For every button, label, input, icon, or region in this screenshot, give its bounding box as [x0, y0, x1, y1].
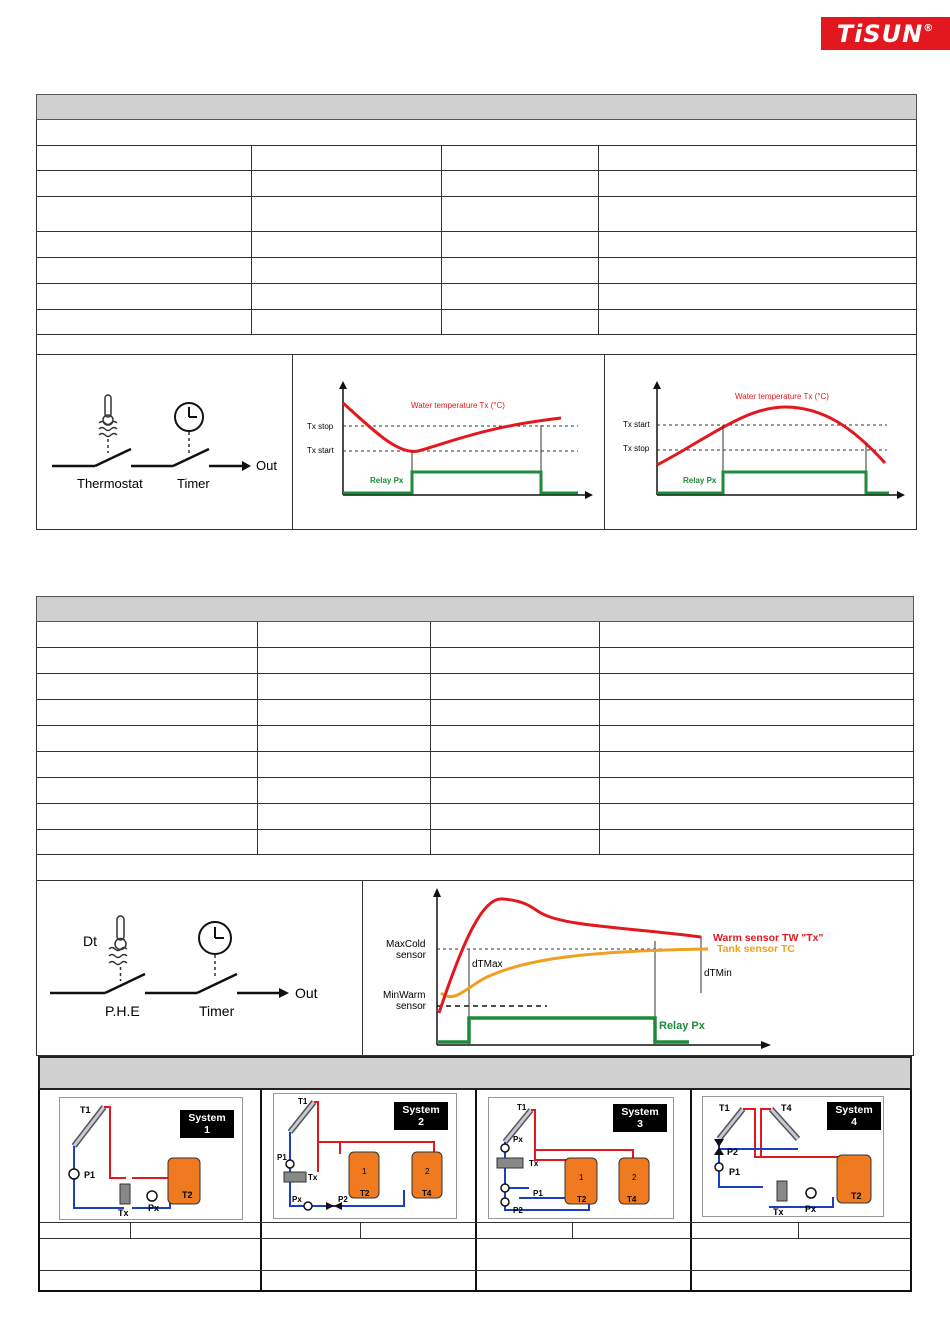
series-label: Water temperature Tx (°C) [411, 401, 505, 410]
tisun-logo [821, 17, 950, 50]
water-temp-curve [657, 407, 885, 465]
phe-label: P.H.E [105, 1003, 140, 1019]
table-row [37, 725, 913, 726]
system-number: 3 [637, 1118, 643, 1130]
thermostat-icon [109, 916, 127, 981]
table-row [37, 647, 913, 648]
section2-table [36, 622, 914, 855]
section1-title-row [36, 120, 917, 146]
timer-label: Timer [177, 476, 210, 491]
label-p1: P1 [277, 1153, 287, 1162]
thermostat-label: Thermostat [77, 476, 143, 491]
section1-chart-right-panel [604, 354, 917, 530]
section2-header-bar [36, 596, 914, 622]
maxcold-label: MaxCold [386, 939, 426, 950]
section2-switch-panel [36, 880, 363, 1056]
clock-icon [199, 922, 231, 979]
system-1-diagram [59, 1097, 243, 1220]
label-px: Px [513, 1135, 523, 1144]
series-label: Water temperature Tx (°C) [735, 392, 829, 401]
system-2-diagram [273, 1093, 457, 1219]
minwarm-label: MinWarm [383, 990, 426, 1001]
tank-number-2: 2 [425, 1167, 430, 1176]
out-label: Out [256, 458, 277, 473]
dtmax-label: dTMax [472, 959, 503, 970]
system-title: System [835, 1104, 873, 1116]
table-row [37, 803, 913, 804]
table-row [37, 777, 913, 778]
table-row [37, 309, 916, 310]
label-t1: T1 [298, 1097, 308, 1106]
relay-label: Relay Px [659, 1020, 705, 1032]
label-t4: T4 [422, 1189, 432, 1198]
system-3-diagram [488, 1097, 674, 1219]
level-top-label: Tx stop [307, 422, 334, 431]
section1-header-bar [36, 94, 917, 120]
system-number: 4 [851, 1116, 857, 1128]
system-number: 2 [418, 1116, 424, 1128]
tank-number-1: 1 [362, 1167, 367, 1176]
section1-chart-left-panel [292, 354, 605, 530]
relay-label: Relay Px [370, 476, 404, 485]
label-t2: T2 [851, 1191, 862, 1201]
label-px: Px [148, 1203, 160, 1213]
label-px: Px [805, 1204, 817, 1214]
section1-note-row [36, 335, 917, 355]
label-t1: T1 [719, 1103, 730, 1113]
minwarm-sensor-label: sensor [396, 1001, 427, 1012]
table-row [37, 829, 913, 830]
dt-label: Dt [83, 933, 97, 949]
system-4-diagram [702, 1096, 884, 1217]
label-p2: P2 [338, 1195, 348, 1204]
thermostat-icon [99, 395, 117, 453]
level-top-label: Tx start [623, 420, 650, 429]
label-tx: Tx [773, 1207, 784, 1217]
switch-line [52, 449, 251, 471]
system-number: 1 [204, 1124, 210, 1136]
label-t2: T2 [360, 1189, 370, 1198]
label-p1: P1 [533, 1189, 543, 1198]
clock-icon [175, 403, 203, 453]
systems-header-bar [38, 1056, 912, 1090]
label-p2: P2 [727, 1147, 739, 1157]
label-t2: T2 [577, 1195, 587, 1204]
table-row [37, 751, 913, 752]
maxcold-sensor-label: sensor [396, 950, 427, 961]
system-title: System [621, 1106, 659, 1118]
table-row [37, 283, 916, 284]
tank-sensor-curve [441, 949, 708, 997]
label-p2: P2 [513, 1206, 523, 1215]
warm-sensor-label: Warm sensor TW "Tx" [713, 932, 824, 944]
section2-note-row [36, 855, 914, 881]
section2-chart-panel [362, 880, 914, 1056]
level-bottom-label: Tx start [307, 446, 334, 455]
section1-switch-panel [36, 354, 293, 530]
label-t1: T1 [80, 1105, 91, 1115]
tank-number-2: 2 [632, 1173, 637, 1182]
label-t4: T4 [781, 1103, 792, 1113]
level-bottom-label: Tx stop [623, 444, 650, 453]
out-label: Out [295, 985, 318, 1001]
label-tx: Tx [308, 1173, 318, 1182]
label-t4: T4 [627, 1195, 637, 1204]
label-t2: T2 [182, 1190, 193, 1200]
table-row [37, 170, 916, 171]
label-tx: Tx [118, 1208, 129, 1218]
table-row [37, 257, 916, 258]
logo-mark: ® [923, 23, 935, 34]
section1-table [36, 146, 917, 335]
label-tx: Tx [529, 1159, 539, 1168]
switch-line [50, 974, 289, 998]
label-p1: P1 [729, 1167, 741, 1177]
label-t1: T1 [517, 1103, 527, 1112]
tank-sensor-label: Tank sensor TC [717, 943, 795, 955]
table-row [37, 673, 913, 674]
logo-text: TiSUN [836, 19, 924, 48]
system-title: System [188, 1112, 226, 1124]
label-p1: P1 [84, 1170, 96, 1180]
relay-label: Relay Px [683, 476, 717, 485]
table-row [37, 231, 916, 232]
label-px: Px [292, 1195, 302, 1204]
system-title: System [402, 1104, 440, 1116]
table-row [37, 699, 913, 700]
dtmin-label: dTMin [704, 968, 732, 979]
water-temp-curve [343, 403, 561, 451]
tank-number-1: 1 [579, 1173, 584, 1182]
table-row [37, 196, 916, 197]
relay-signal [437, 1018, 689, 1042]
timer-label: Timer [199, 1003, 235, 1019]
